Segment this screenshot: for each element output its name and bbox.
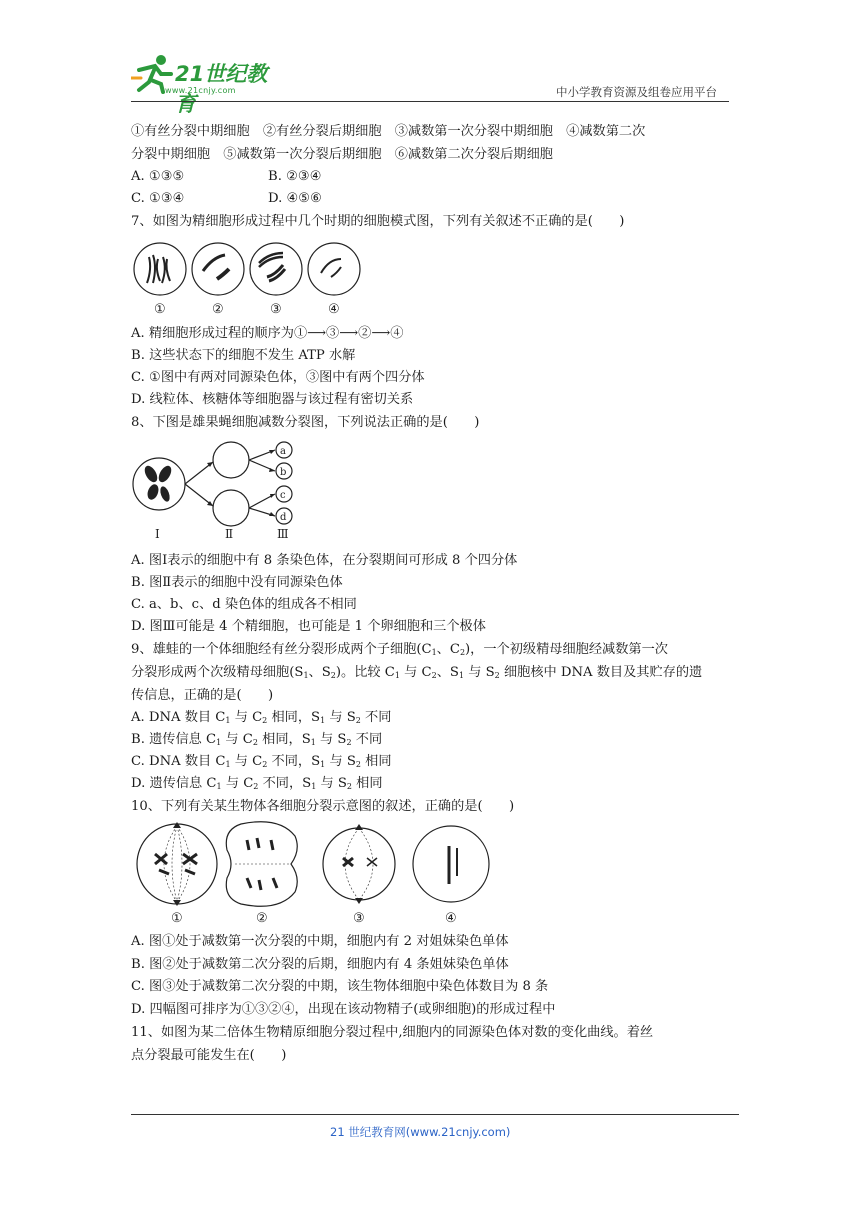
q9-line-1: 9、雄蛙的一个体细胞经有丝分裂形成两个子细胞($C_1$、$C_2$)，一个初级精母细胞经减数第一次	[131, 642, 668, 657]
q10-cell-1	[137, 824, 217, 904]
q6-line-1: ①有丝分裂中期细胞 ②有丝分裂后期细胞 ③减数第一次分裂中期细胞 ④减数第二次	[131, 124, 646, 139]
q7-cell-3	[250, 243, 302, 295]
q10-option-c: C. 图③处于减数第二次分裂的中期，该生物体细胞中染色体数目为 8 条	[131, 979, 549, 994]
q6-option-d: D. ④⑤⑥	[268, 191, 322, 206]
q8-option-c: C. a、b、c、d 染色体的组成各不相同	[131, 597, 357, 612]
q9-option-d: D. 遗传信息 $C_1$ 与 $C_2$ 不同，$S_1$ 与 $S_2$ 相同	[131, 776, 383, 791]
q10-label-2: ②	[256, 911, 268, 926]
q10-cell-4	[413, 826, 489, 902]
q7-label-3: ③	[270, 302, 282, 317]
q10-figure	[131, 820, 501, 926]
q8-cell-II-top	[213, 442, 249, 478]
header-rule	[131, 101, 729, 102]
q7-cell-4	[308, 243, 360, 295]
q7-figure	[131, 241, 371, 317]
platform-title: 中小学教育资源及组卷应用平台	[556, 85, 717, 99]
q8-cell-d: d	[280, 512, 287, 523]
q9-option-c: C. DNA 数目 $C_1$ 与 $C_2$ 不同，$S_1$ 与 $S_2$ 相同	[131, 754, 392, 769]
q7-option-b: B. 这些状态下的细胞不发生 ATP 水解	[131, 348, 356, 363]
q8-cell-b: b	[280, 467, 287, 478]
q10-option-d: D. 四幅图可排序为①③②④，出现在该动物精子(或卵细胞)的形成过程中	[131, 1002, 556, 1017]
q10-option-a: A. 图①处于减数第一次分裂的中期，细胞内有 2 对姐妹染色单体	[131, 934, 509, 949]
q9-option-a: A. DNA 数目 $C_1$ 与 $C_2$ 相同，$S_1$ 与 $S_2$ 不同	[131, 710, 392, 725]
site-logo	[131, 52, 281, 116]
q8-label-II: Ⅱ	[225, 527, 234, 541]
q8-label-III: Ⅲ	[277, 527, 289, 541]
q8-option-b: B. 图Ⅱ表示的细胞中没有同源染色体	[131, 575, 343, 590]
q8-stem: 8、下图是雄果蝇细胞减数分裂图，下列说法正确的是( )	[131, 415, 480, 430]
q9-line-2: 分裂形成两个次级精母细胞($S_1$、$S_2$)。比较 $C_1$ 与 $C_2$、$S_1$ 与 $S_2$ 细胞核中 DNA 数目及其贮存的遗	[131, 665, 703, 680]
logo-url: www.21cnjy.com	[165, 86, 236, 95]
q10-label-3: ③	[353, 911, 365, 926]
q6-option-b: B. ②③④	[268, 169, 322, 184]
q8-option-a: A. 图Ⅰ表示的细胞中有 8 条染色体，在分裂期间可形成 8 个四分体	[131, 553, 518, 568]
q8-cell-II-bottom	[213, 490, 249, 526]
q10-option-b: B. 图②处于减数第二次分裂的后期，细胞内有 4 条姐妹染色单体	[131, 957, 509, 972]
q7-stem: 7、如图为精细胞形成过程中几个时期的细胞模式图，下列有关叙述不正确的是( )	[131, 214, 625, 229]
footer-rule	[131, 1114, 739, 1115]
q8-option-d: D. 图Ⅲ可能是 4 个精细胞，也可能是 1 个卵细胞和三个极体	[131, 619, 486, 634]
q7-cell-2	[192, 243, 244, 295]
q10-label-1: ①	[171, 911, 183, 926]
q8-cell-a: a	[280, 446, 286, 457]
q8-cell-c: c	[280, 490, 286, 501]
q7-option-c: C. ①图中有两对同源染色体，③图中有两个四分体	[131, 370, 425, 385]
logo-text: 21世纪教育	[175, 62, 268, 116]
footer-link[interactable]: 21 世纪教育网(www.21cnjy.com)	[330, 1125, 511, 1139]
q7-label-2: ②	[212, 302, 224, 317]
q10-stem: 10、下列有关某生物体各细胞分裂示意图的叙述，正确的是( )	[131, 799, 515, 814]
q7-option-d: D. 线粒体、核糖体等细胞器与该过程有密切关系	[131, 392, 414, 407]
q8-cell-I	[133, 458, 185, 510]
q9-option-b: B. 遗传信息 $C_1$ 与 $C_2$ 相同，$S_1$ 与 $S_2$ 不同	[131, 732, 383, 747]
q7-label-1: ①	[154, 302, 166, 317]
q6-option-a: A. ①③⑤	[131, 169, 185, 184]
q9-line-3: 传信息，正确的是( )	[131, 688, 274, 703]
q10-cell-3	[323, 828, 395, 900]
q11-line-2: 点分裂最可能发生在( )	[131, 1048, 287, 1063]
q7-cell-1	[134, 243, 186, 295]
q8-label-I: Ⅰ	[155, 527, 160, 541]
q8-figure	[131, 438, 311, 542]
q10-label-4: ④	[445, 911, 457, 926]
q6-line-2: 分裂中期细胞 ⑤减数第一次分裂后期细胞 ⑥减数第二次分裂后期细胞	[131, 147, 553, 162]
q7-option-a: A. 精细胞形成过程的顺序为①⟶③⟶②⟶④	[131, 326, 404, 341]
q7-label-4: ④	[328, 302, 340, 317]
q6-option-c: C. ①③④	[131, 191, 185, 206]
q10-cell-2	[226, 822, 297, 907]
q11-line-1: 11、如图为某二倍体生物精原细胞分裂过程中,细胞内的同源染色体对数的变化曲线。着丝	[131, 1025, 654, 1040]
